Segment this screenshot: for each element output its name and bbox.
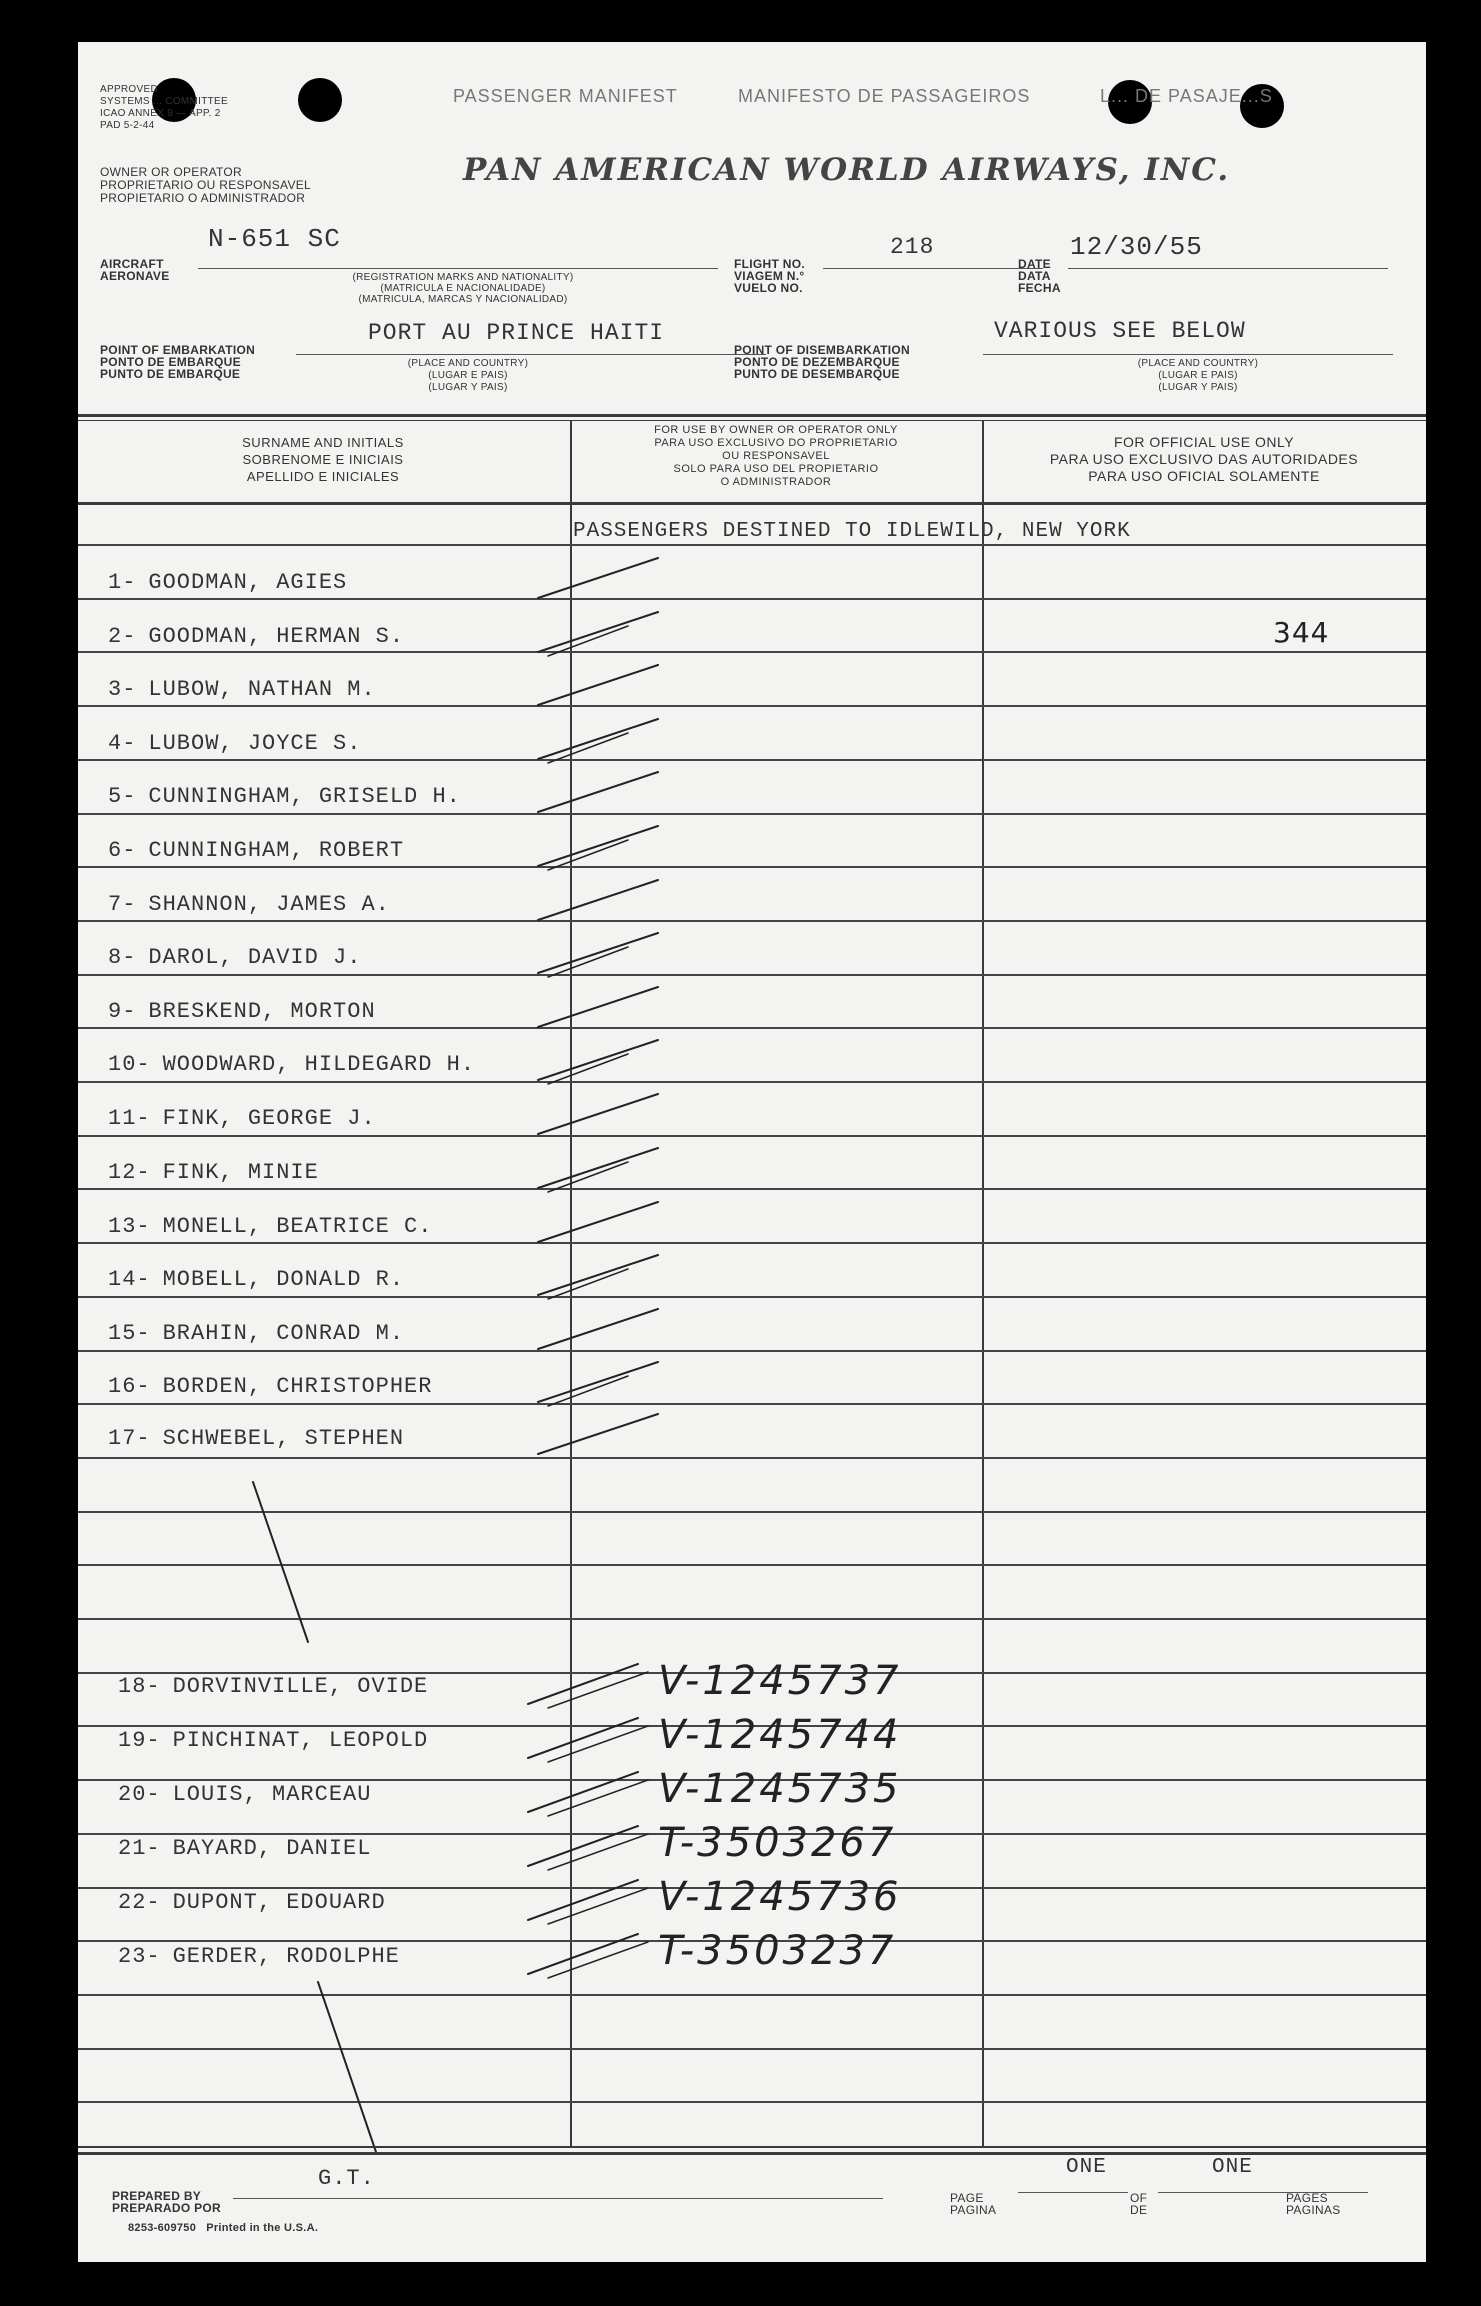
passenger-name: FINK, GEORGE J. (162, 1106, 376, 1131)
passenger-number: 6- (108, 838, 137, 863)
manifest-sheet (78, 42, 1426, 2262)
page-label: PAGE PAGINA (950, 2191, 997, 2217)
disembark-place-caption: (PLACE AND COUNTRY) (LUGAR E PAIS) (LUGAR Y PAIS) (1137, 358, 1259, 393)
passenger-number: 21- (118, 1836, 161, 1861)
prepared-label: PREPARED BY PREPARADO POR (112, 2189, 222, 2215)
passenger-row (108, 1160, 319, 1185)
passenger-name: LUBOW, JOYCE S. (148, 731, 362, 756)
passenger-row (118, 1890, 386, 1915)
passenger-number: 22- (118, 1890, 161, 1915)
passenger-name: DAROL, DAVID J. (148, 945, 362, 970)
passenger-name: LUBOW, NATHAN M. (148, 677, 376, 702)
passenger-number: 8- (108, 945, 137, 970)
col-surname-header: SURNAME AND INITIALS SOBRENOME E INICIAIS APELLIDO E INICIALES (242, 435, 404, 484)
passenger-name: WOODWARD, HILDEGARD H. (162, 1052, 476, 1077)
company-name: PAN AMERICAN WORLD AIRWAYS, INC. (463, 152, 1231, 188)
passenger-number: 19- (118, 1728, 161, 1753)
col-operator-header: FOR USE BY OWNER OR OPERATOR ONLY PARA USO EXCLUSIVO DO PROPRIETARIO OU RESPONSAVEL SOLO PARA USO DEL PROPIETARIO O ADMINISTRADOR (654, 424, 898, 488)
title-es: L... DE PASAJE...S (1100, 86, 1273, 106)
col-official-header: FOR OFFICIAL USE ONLY PARA USO EXCLUSIVO DAS AUTORIDADES PARA USO OFICIAL SOLAMENTE (1049, 434, 1359, 484)
passenger-row (118, 1782, 371, 1807)
passenger-name: BORDEN, CHRISTOPHER (162, 1374, 433, 1399)
passenger-name: CUNNINGHAM, GRISELD H. (148, 784, 461, 809)
passenger-name: LOUIS, MARCEAU (172, 1782, 372, 1807)
passenger-number: 20- (118, 1782, 161, 1807)
passenger-row (108, 570, 347, 595)
passenger-name: SHANNON, JAMES A. (148, 892, 390, 917)
passenger-row (108, 999, 376, 1024)
passenger-row (118, 1728, 428, 1753)
disembark-label: POINT OF DISEMBARKATION PONTO DE DEZEMBARQUE PUNTO DE DESEMBARQUE (734, 343, 911, 381)
official-mark: 344 (1273, 616, 1330, 649)
passenger-number: 23- (118, 1944, 161, 1969)
passenger-number: 13- (108, 1214, 151, 1239)
passenger-name: BRESKEND, MORTON (148, 999, 376, 1024)
date-label: DATE DATA FECHA (1018, 257, 1061, 295)
passenger-name: BRAHIN, CONRAD M. (162, 1321, 405, 1346)
flight-label: FLIGHT NO. VIAGEM N.° VUELO NO. (734, 257, 805, 295)
embark-value: PORT AU PRINCE HAITI (368, 320, 665, 346)
passenger-row (108, 838, 404, 863)
prepared-value: G.T. (318, 2166, 375, 2191)
passenger-row (108, 1374, 432, 1399)
passenger-number: 10- (108, 1052, 151, 1077)
passenger-row (108, 1106, 376, 1131)
approval-block: APPROVED SYSTEMS ... COMMITTEE ICAO ANNEX 9 — APP. 2 PAD 5-2-44 (100, 84, 228, 131)
passenger-row (118, 1836, 371, 1861)
passenger-row (108, 1214, 432, 1239)
passenger-name: CUNNINGHAM, ROBERT (148, 838, 405, 863)
passenger-name: PINCHINAT, LEOPOLD (172, 1728, 429, 1753)
title-en: PASSENGER MANIFEST (453, 86, 678, 106)
flight-value: 218 (890, 234, 935, 260)
passenger-document-number: V-1245744 (658, 1712, 902, 1758)
page-value: ONE (1066, 2156, 1107, 2179)
passenger-number: 3- (108, 677, 137, 702)
passenger-number: 5- (108, 784, 137, 809)
embark-place-caption: (PLACE AND COUNTRY) (LUGAR E PAIS) (LUGAR Y PAIS) (407, 358, 529, 393)
passenger-name: DORVINVILLE, OVIDE (172, 1674, 429, 1699)
passenger-name: DUPONT, EDOUARD (172, 1890, 386, 1915)
pages-label: PAGES PAGINAS (1286, 2191, 1341, 2217)
disembark-value: VARIOUS SEE BELOW (994, 318, 1246, 344)
passenger-row (108, 784, 461, 809)
passenger-name: GOODMAN, AGIES (148, 570, 348, 595)
passenger-row (108, 1426, 404, 1451)
passenger-number: 16- (108, 1374, 151, 1399)
passenger-name: FINK, MINIE (162, 1160, 319, 1185)
passenger-row (108, 1052, 475, 1077)
date-value: 12/30/55 (1070, 232, 1203, 262)
passenger-row (118, 1674, 428, 1699)
title-pt: MANIFESTO DE PASSAGEIROS (738, 86, 1031, 106)
passenger-row (108, 1321, 404, 1346)
aircraft-value: N-651 SC (208, 224, 341, 254)
punch-hole (298, 78, 342, 122)
passenger-number: 18- (118, 1674, 161, 1699)
passenger-row (108, 624, 404, 649)
passenger-document-number: V-1245736 (658, 1874, 902, 1920)
passenger-name: SCHWEBEL, STEPHEN (162, 1426, 405, 1451)
passenger-number: 2- (108, 624, 137, 649)
registration-caption: (REGISTRATION MARKS AND NATIONALITY) (MATRICULA E NACIONALIDADE) (MATRICULA, MARCAS Y NACIONALIDAD) (352, 272, 574, 305)
passenger-number: 17- (108, 1426, 151, 1451)
passenger-name: MOBELL, DONALD R. (162, 1267, 405, 1292)
passenger-number: 7- (108, 892, 137, 917)
passenger-document-number: V-1245735 (658, 1766, 902, 1812)
passenger-name: GOODMAN, HERMAN S. (148, 624, 405, 649)
passenger-row (118, 1944, 400, 1969)
passenger-row (108, 677, 376, 702)
passenger-row (108, 731, 361, 756)
passenger-name: BAYARD, DANIEL (172, 1836, 372, 1861)
passenger-document-number: V-1245737 (658, 1658, 902, 1704)
form-number: 8253-609750 Printed in the U.S.A. (128, 2222, 319, 2234)
passenger-document-number: T-3503267 (658, 1820, 897, 1866)
passenger-number: 14- (108, 1267, 151, 1292)
passenger-number: 4- (108, 731, 137, 756)
passenger-number: 15- (108, 1321, 151, 1346)
owner-label: OWNER OR OPERATOR PROPRIETARIO OU RESPONSAVEL PROPIETARIO O ADMINISTRADOR (100, 165, 312, 205)
passenger-number: 12- (108, 1160, 151, 1185)
of-value: ONE (1212, 2156, 1253, 2179)
passenger-number: 11- (108, 1106, 151, 1131)
passenger-document-number: T-3503237 (658, 1928, 897, 1974)
passenger-name: GERDER, RODOLPHE (172, 1944, 400, 1969)
passenger-number: 1- (108, 570, 137, 595)
passenger-row (108, 945, 361, 970)
passenger-row (108, 1267, 404, 1292)
embark-label: POINT OF EMBARKATION PONTO DE EMBARQUE PUNTO DE EMBARQUE (100, 343, 256, 381)
passenger-name: MONELL, BEATRICE C. (162, 1214, 433, 1239)
passenger-number: 9- (108, 999, 137, 1024)
destination-note: PASSENGERS DESTINED TO IDLEWILD, NEW YORK (573, 520, 1131, 543)
of-label: OF DE (1130, 2191, 1148, 2217)
aircraft-label: AIRCRAFT AERONAVE (100, 257, 170, 283)
passenger-row (108, 892, 390, 917)
